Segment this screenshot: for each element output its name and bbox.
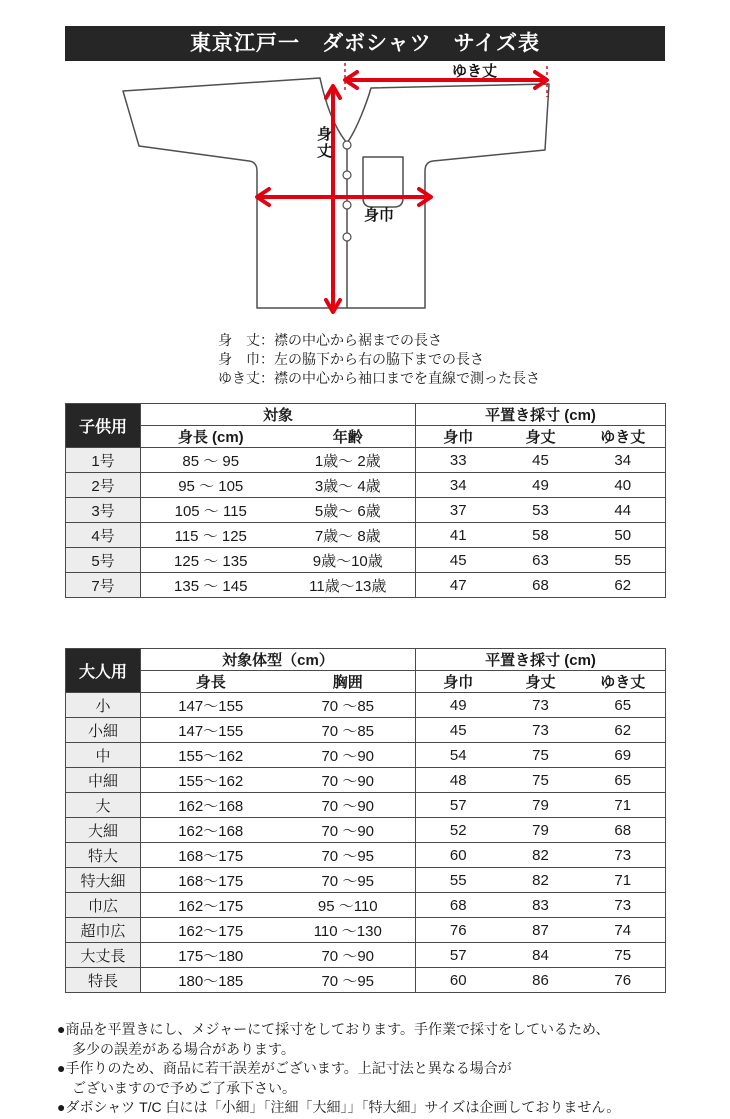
size-cell: 特長	[66, 968, 141, 993]
kids-corner-header: 子供用	[66, 404, 141, 448]
value-cell: 162～168	[141, 818, 281, 843]
value-cell: 74	[581, 918, 666, 943]
col-width-header: 身巾	[416, 671, 501, 693]
value-cell: 162～175	[141, 918, 281, 943]
value-cell: 95 ～ 105	[141, 473, 281, 498]
size-cell: 中	[66, 743, 141, 768]
value-cell: 85 ～ 95	[141, 448, 281, 473]
note-line: 多少の誤差がある場合があります。	[72, 1040, 295, 1057]
value-cell: 49	[501, 473, 581, 498]
size-cell: 特大	[66, 843, 141, 868]
value-cell: 34	[581, 448, 666, 473]
value-cell: 70 ～90	[281, 793, 416, 818]
value-cell: 60	[416, 843, 501, 868]
col-length-header: 身丈	[501, 671, 581, 693]
value-cell: 110 ～130	[281, 918, 416, 943]
value-cell: 147～155	[141, 693, 281, 718]
value-cell: 168～175	[141, 868, 281, 893]
pocket	[363, 157, 403, 207]
col-height-header: 身長	[141, 671, 281, 693]
value-cell: 65	[581, 768, 666, 793]
value-cell: 41	[416, 523, 501, 548]
value-cell: 44	[581, 498, 666, 523]
group-target-header: 対象	[263, 407, 294, 424]
value-cell: 63	[501, 548, 581, 573]
value-cell: 95 ～110	[281, 893, 416, 918]
value-cell: 155～162	[141, 768, 281, 793]
col-sleeve-header: ゆき丈	[581, 671, 666, 693]
table-row	[66, 693, 666, 718]
value-cell: 155～162	[141, 743, 281, 768]
value-cell: 73	[501, 718, 581, 743]
size-cell: 7号	[66, 573, 141, 598]
size-cell: 小細	[66, 718, 141, 743]
value-cell: 71	[581, 868, 666, 893]
note-line: ●手作りのため、商品に若干誤差がございます。上記寸法と異なる場合が	[57, 1060, 512, 1076]
value-cell: 76	[416, 918, 501, 943]
table-row	[66, 918, 666, 943]
size-cell: 巾広	[66, 893, 141, 918]
table-header-row	[66, 404, 666, 426]
size-cell: 特大細	[66, 868, 141, 893]
value-cell: 53	[501, 498, 581, 523]
group-target-header: 対象体型（cm）	[222, 652, 334, 669]
value-cell: 69	[581, 743, 666, 768]
value-cell: 71	[581, 793, 666, 818]
value-cell: 58	[501, 523, 581, 548]
mihaba-label: 身巾	[364, 207, 395, 224]
value-cell: 70 ～90	[281, 768, 416, 793]
value-cell: 70 ～95	[281, 968, 416, 993]
size-cell: 4号	[66, 523, 141, 548]
shirt-measurement-diagram	[100, 55, 560, 325]
value-cell: 70 ～95	[281, 843, 416, 868]
shirt-outline	[123, 78, 549, 308]
mitake-label: 身丈	[315, 126, 332, 160]
value-cell: 70 ～90	[281, 743, 416, 768]
value-cell: 55	[581, 548, 666, 573]
value-cell: 70 ～95	[281, 868, 416, 893]
value-cell: 48	[416, 768, 501, 793]
table-row	[66, 718, 666, 743]
value-cell: 40	[581, 473, 666, 498]
col-height-header: 身長 (cm)	[141, 426, 281, 448]
col-chest-header: 胸囲	[281, 671, 416, 693]
value-cell: 70 ～90	[281, 818, 416, 843]
footer-notes	[57, 1020, 722, 1118]
table-header-row	[66, 649, 666, 671]
value-cell: 82	[501, 843, 581, 868]
size-cell: 大細	[66, 818, 141, 843]
value-cell: 54	[416, 743, 501, 768]
table-row	[66, 768, 666, 793]
value-cell: 70 ～85	[281, 693, 416, 718]
value-cell: 5歳～ 6歳	[281, 498, 416, 523]
group-measure-header: 平置き採寸 (cm)	[416, 404, 666, 426]
value-cell: 60	[416, 968, 501, 993]
value-cell: 82	[501, 868, 581, 893]
value-cell: 57	[416, 943, 501, 968]
value-cell: 11歳～13歳	[281, 573, 416, 598]
note-line: ございますので予めご了承下さい。	[72, 1079, 296, 1096]
value-cell: 147～155	[141, 718, 281, 743]
value-cell: 73	[501, 693, 581, 718]
value-cell: 50	[581, 523, 666, 548]
value-cell: 55	[416, 868, 501, 893]
group-measure-header: 平置き採寸 (cm)	[416, 649, 666, 671]
value-cell: 76	[581, 968, 666, 993]
value-cell: 125 ～ 135	[141, 548, 281, 573]
col-sleeve-header: ゆき丈	[581, 426, 666, 448]
page-title: 東京江戸一 ダボシャツ サイズ表	[65, 26, 665, 61]
value-cell: 9歳～10歳	[281, 548, 416, 573]
size-cell: 超巾広	[66, 918, 141, 943]
value-cell: 168～175	[141, 843, 281, 868]
value-cell: 70 ～85	[281, 718, 416, 743]
value-cell: 135 ～ 145	[141, 573, 281, 598]
measurement-legend	[218, 331, 540, 388]
value-cell: 68	[581, 818, 666, 843]
value-cell: 62	[581, 718, 666, 743]
table-row	[66, 868, 666, 893]
col-width-header: 身巾	[416, 426, 501, 448]
yukitake-label: ゆき丈	[452, 63, 498, 80]
kids-size-table	[65, 403, 666, 598]
value-cell: 45	[416, 718, 501, 743]
value-cell: 37	[416, 498, 501, 523]
legend-line-yukitake: ゆき丈：襟の中心から袖口までを直線で測った長さ	[218, 370, 540, 386]
value-cell: 75	[501, 768, 581, 793]
legend-line-mitake: 身 丈：襟の中心から裾までの長さ	[218, 332, 442, 348]
table-row	[66, 843, 666, 868]
size-cell: 3号	[66, 498, 141, 523]
value-cell: 33	[416, 448, 501, 473]
size-cell: 中細	[66, 768, 141, 793]
value-cell: 57	[416, 793, 501, 818]
value-cell: 87	[501, 918, 581, 943]
legend-line-mihaba: 身 巾：左の脇下から右の脇下までの長さ	[218, 351, 484, 367]
value-cell: 86	[501, 968, 581, 993]
value-cell: 45	[501, 448, 581, 473]
note-line: ●ダボシャツ T/C 白には「小細」「注細「大細」」「特大細」サイズは企画しておりません。	[57, 1099, 621, 1115]
value-cell: 83	[501, 893, 581, 918]
value-cell: 75	[501, 743, 581, 768]
value-cell: 52	[416, 818, 501, 843]
value-cell: 68	[501, 573, 581, 598]
size-cell: 大丈長	[66, 943, 141, 968]
value-cell: 65	[581, 693, 666, 718]
measurement-arrows	[257, 72, 547, 312]
table-row	[66, 968, 666, 993]
value-cell: 180～185	[141, 968, 281, 993]
value-cell: 175～180	[141, 943, 281, 968]
size-cell: 2号	[66, 473, 141, 498]
adults-size-table	[65, 648, 666, 993]
size-cell: 5号	[66, 548, 141, 573]
value-cell: 84	[501, 943, 581, 968]
value-cell: 105 ～ 115	[141, 498, 281, 523]
table-row	[66, 498, 666, 523]
value-cell: 7歳～ 8歳	[281, 523, 416, 548]
value-cell: 115 ～ 125	[141, 523, 281, 548]
value-cell: 162～168	[141, 793, 281, 818]
col-age-header: 年齢	[281, 426, 416, 448]
value-cell: 62	[581, 573, 666, 598]
col-length-header: 身丈	[501, 426, 581, 448]
value-cell: 1歳～ 2歳	[281, 448, 416, 473]
table-row	[66, 473, 666, 498]
value-cell: 68	[416, 893, 501, 918]
note-line: ●商品を平置きにし、メジャーにて採寸をしております。手作業で採寸をしているため、	[57, 1021, 610, 1037]
value-cell: 79	[501, 818, 581, 843]
value-cell: 34	[416, 473, 501, 498]
value-cell: 79	[501, 793, 581, 818]
value-cell: 73	[581, 843, 666, 868]
table-row	[66, 893, 666, 918]
table-row	[66, 793, 666, 818]
table-row	[66, 448, 666, 473]
table-row	[66, 548, 666, 573]
table-subheader-row	[66, 426, 666, 448]
adults-corner-header: 大人用	[66, 649, 141, 693]
size-cell: 小	[66, 693, 141, 718]
table-row	[66, 573, 666, 598]
table-row	[66, 943, 666, 968]
value-cell: 75	[581, 943, 666, 968]
value-cell: 73	[581, 893, 666, 918]
table-row	[66, 523, 666, 548]
size-cell: 1号	[66, 448, 141, 473]
table-row	[66, 743, 666, 768]
size-cell: 大	[66, 793, 141, 818]
value-cell: 162～175	[141, 893, 281, 918]
table-subheader-row	[66, 671, 666, 693]
value-cell: 70 ～90	[281, 943, 416, 968]
value-cell: 45	[416, 548, 501, 573]
value-cell: 47	[416, 573, 501, 598]
value-cell: 49	[416, 693, 501, 718]
table-row	[66, 818, 666, 843]
value-cell: 3歳～ 4歳	[281, 473, 416, 498]
